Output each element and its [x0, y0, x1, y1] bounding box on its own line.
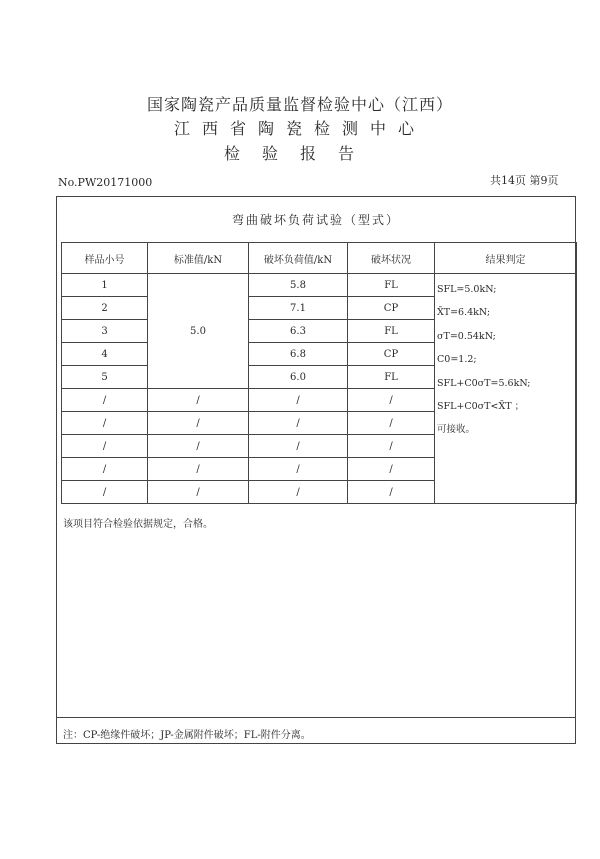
conclusion-text: 该项目符合检验依据规定，合格。	[63, 519, 213, 530]
failure-status: FL	[348, 320, 435, 343]
failure-status: CP	[348, 343, 435, 366]
table-row	[62, 274, 577, 297]
footnote: 注：CP-绝缘件破坏；JP-金属附件破坏；FL-附件分离。	[63, 730, 311, 741]
sample-no: 5	[62, 366, 148, 389]
load-value: /	[249, 435, 348, 458]
divider	[57, 717, 575, 718]
test-title: 弯曲破坏负荷试验（型式）	[231, 213, 400, 227]
center-name: 江西省陶瓷检测中心	[173, 119, 426, 138]
report-number: No.PW20171000	[58, 176, 153, 189]
failure-status: /	[348, 458, 435, 481]
sample-no: 2	[62, 297, 148, 320]
failure-status: CP	[348, 297, 435, 320]
load-value: 6.3	[249, 320, 348, 343]
load-value: /	[249, 458, 348, 481]
sample-no: /	[62, 481, 148, 504]
result-line: X̄T=6.4kN;	[437, 307, 491, 319]
institution-name: 国家陶瓷产品质量监督检验中心（江西）	[146, 95, 453, 114]
column-header: 标准值/kN	[148, 243, 249, 274]
result-line: SFL+C0σT<X̄T ；	[437, 401, 525, 413]
result-line: σT=0.54kN;	[437, 330, 496, 342]
sample-no: /	[62, 389, 148, 412]
standard-value: /	[148, 481, 249, 504]
column-header: 结果判定	[435, 243, 577, 274]
results-table	[61, 242, 577, 504]
result-line: SFL+C0σT=5.6kN;	[437, 377, 531, 389]
load-value: /	[249, 412, 348, 435]
column-header: 破坏状况	[348, 243, 435, 274]
standard-value: /	[148, 435, 249, 458]
column-header: 破坏负荷值/kN	[249, 243, 348, 274]
result-line: SFL=5.0kN;	[437, 284, 497, 295]
failure-status: /	[348, 481, 435, 504]
sample-no: /	[62, 458, 148, 481]
page-info: 共14页 第9页	[490, 174, 559, 187]
standard-value: /	[148, 389, 249, 412]
result-line: 可接收。	[437, 424, 476, 436]
failure-status: /	[348, 435, 435, 458]
failure-status: FL	[348, 366, 435, 389]
report-title: 检验报告	[223, 144, 376, 163]
failure-status: /	[348, 412, 435, 435]
table-header-row	[62, 243, 577, 274]
sample-no: 1	[62, 274, 148, 297]
result-line: C0=1.2;	[437, 354, 477, 366]
load-value: 5.8	[249, 274, 348, 297]
failure-status: FL	[348, 274, 435, 297]
load-value: /	[249, 481, 348, 504]
sample-no: 4	[62, 343, 148, 366]
load-value: /	[249, 389, 348, 412]
load-value: 6.8	[249, 343, 348, 366]
sample-no: /	[62, 412, 148, 435]
standard-value: /	[148, 458, 249, 481]
load-value: 7.1	[249, 297, 348, 320]
result-judgement	[435, 274, 577, 504]
sample-no: 3	[62, 320, 148, 343]
sample-no: /	[62, 435, 148, 458]
column-header: 样品小号	[62, 243, 148, 274]
load-value: 6.0	[249, 366, 348, 389]
standard-value: 5.0	[148, 274, 249, 389]
report-frame	[56, 196, 576, 744]
standard-value: /	[148, 412, 249, 435]
failure-status: /	[348, 389, 435, 412]
